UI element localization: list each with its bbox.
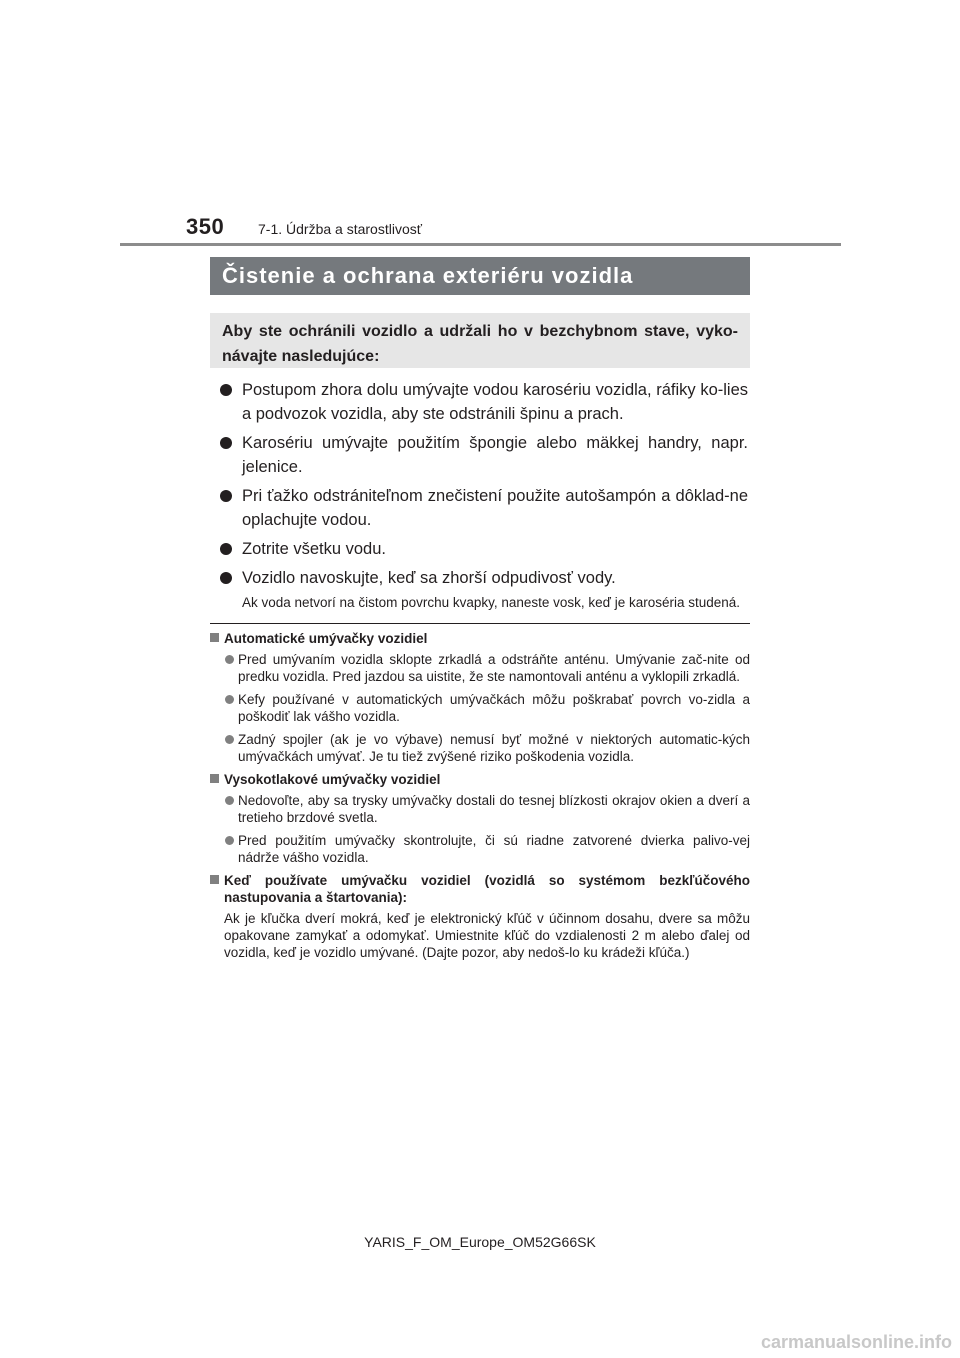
square-bullet-icon	[210, 774, 219, 783]
square-bullet-icon	[210, 633, 219, 642]
bullet-item	[218, 484, 748, 532]
page-number: 350	[186, 214, 225, 239]
footer: YARIS_F_OM_Europe_OM52G66SK	[364, 1234, 596, 1250]
circle-bullet-icon	[225, 836, 234, 845]
note-heading	[210, 771, 750, 788]
bullet-list	[218, 378, 748, 611]
bullet-text: Karosériu umývajte použitím špongie alebo mäkkej handry, napr. jelenice.	[242, 434, 748, 476]
section-label: 7-1. Údržba a starostlivosť	[258, 221, 422, 237]
square-bullet-icon	[210, 875, 219, 884]
note-heading-text: Vysokotlakové umývačky vozidiel	[224, 772, 441, 787]
note-item	[210, 792, 750, 826]
note-heading-text: Automatické umývačky vozidiel	[224, 631, 428, 646]
header-rule	[120, 243, 841, 246]
bullet-text: Vozidlo navoskujte, keď sa zhorší odpudivosť vody.	[242, 569, 616, 587]
intro-box: Aby ste ochránili vozidlo a udržali ho v bezchybnom stave, vyko-návajte nasledujúce:	[210, 313, 750, 368]
circle-bullet-icon	[225, 735, 234, 744]
circle-bullet-icon	[225, 796, 234, 805]
bullet-item	[218, 537, 748, 561]
bullet-text: Postupom zhora dolu umývajte vodou karosériu vozidla, ráfiky ko-lies a podvozok vozidla, aby ste odstránili špinu a prach.	[242, 381, 748, 423]
circle-bullet-icon	[225, 655, 234, 664]
page-title: Čistenie a ochrana exteriéru vozidla	[222, 263, 634, 288]
bullet-dot-icon	[220, 437, 232, 449]
note-item-text: Pred použitím umývačky skontrolujte, či sú riadne zatvorené dvierka palivo-vej nádrže vášho vozidla.	[238, 833, 750, 865]
note-item	[210, 832, 750, 866]
watermark: carmanualsonline.info	[760, 1332, 952, 1352]
notes	[210, 630, 750, 961]
circle-bullet-icon	[225, 695, 234, 704]
note-item-text: Nedovoľte, aby sa trysky umývačky dostali do tesnej blízkosti okrajov okien a dverí a tretieho brzdové svetla.	[238, 793, 750, 825]
bullet-item	[218, 566, 748, 590]
note-paragraph: Ak je kľučka dverí mokrá, keď je elektronický kľúč v účinnom dosahu, dvere sa môžu opakovane zamykať a odomykať. Umiestnite kľúč do vzdialenosti 2 m alebo ďalej od vozidla, keď je vozidlo umývané. (Dajte pozor, aby nedoš-lo ku krádeži kľúča.)	[224, 911, 750, 960]
note-item	[210, 651, 750, 685]
note-item	[210, 691, 750, 725]
bullet-note: Ak voda netvorí na čistom povrchu kvapky, naneste vosk, keď je karoséria studená.	[242, 595, 741, 610]
title-bar	[210, 257, 750, 295]
bullet-dot-icon	[220, 490, 232, 502]
bullet-item	[218, 431, 748, 479]
note-heading	[210, 630, 750, 647]
bullet-dot-icon	[220, 543, 232, 555]
bullet-text: Pri ťažko odstrániteľnom znečistení použite autošampón a dôklad-ne oplachujte vodou.	[242, 487, 748, 529]
note-heading	[210, 872, 750, 906]
note-item-text: Pred umývaním vozidla sklopte zrkadlá a odstráňte anténu. Umývanie zač-nite od predku vozidla. Pred jazdou sa uistite, že ste namontovali anténu a vyklopili zrkadlá.	[238, 652, 750, 684]
bullet-text: Zotrite všetku vodu.	[242, 540, 386, 558]
section-divider	[210, 623, 750, 624]
bullet-dot-icon	[220, 384, 232, 396]
note-item-text: Kefy používané v automatických umývačkách môžu poškrabať povrch vo-zidla a poškodiť lak vášho vozidla.	[238, 692, 750, 724]
bullet-dot-icon	[220, 572, 232, 584]
note-item-text: Zadný spojler (ak je vo výbave) nemusí byť možné v niektorých automatic-kých umývačkách umývať. Je tu tiež zvýšené riziko poškodenia vozidla.	[238, 732, 750, 764]
note-heading-text: Keď používate umývačku vozidiel (vozidlá so systémom bezkľúčového nastupovania a štartovania):	[224, 873, 750, 905]
bullet-item	[218, 378, 748, 426]
note-item	[210, 731, 750, 765]
